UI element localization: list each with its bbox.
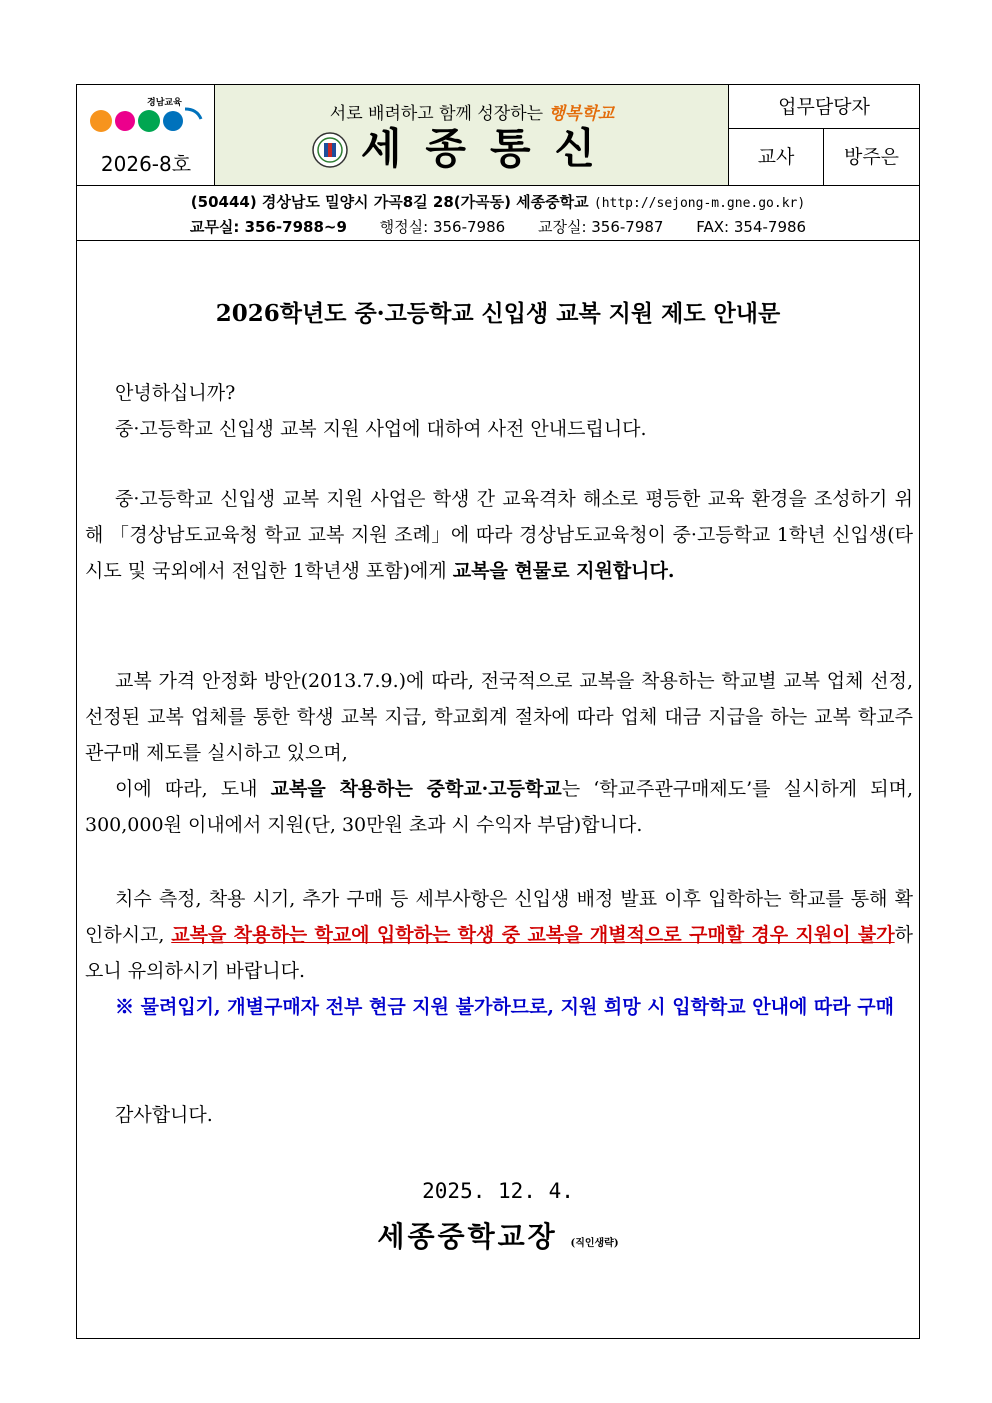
contact-line [77, 216, 919, 237]
school-address-bar [77, 186, 919, 241]
warning-text: 교복을 착용하는 학교에 입학하는 학생 중 교복을 개별적으로 구매할 경우 지원이 불가 [171, 924, 895, 946]
seal-note: (직인생략) [570, 1238, 619, 1249]
greeting-line-2: 중·고등학교 신입생 교복 지원 사업에 대하여 사전 안내드립니다. [115, 418, 647, 440]
signer: 세종중학교장 (직인생략) [377, 1220, 619, 1253]
document-title: 2026학년도 중·고등학교 신입생 교복 지원 제도 안내문 [215, 300, 781, 327]
address-line: (50444) 경상남도 밀양시 가곡8길 28(가곡동) 세종중학교 (http://sejong-m.gne.go.kr) [190, 193, 806, 211]
newsletter-header [77, 85, 919, 186]
newsletter-title: 세종통신 [360, 124, 620, 173]
closing-line: 감사합니다. [115, 1104, 213, 1126]
motto-highlight: 행복학교 [548, 104, 615, 124]
logo-caption: 경남교육 [147, 98, 182, 108]
contact-admin: 행정실: 356-7986 [379, 218, 506, 236]
staff-label: 업무담당자 [729, 85, 919, 129]
greeting-line-1: 안녕하십니까? [115, 382, 236, 404]
contact-principal: 교장실: 356-7987 [537, 218, 664, 236]
title-cell [215, 85, 729, 185]
note-no-cash: ※ 물려입기, 개별구매자 전부 현금 지원 불가하므로, 지원 희망 시 입학학교 안내에 따라 구매 [115, 996, 894, 1018]
uniform-schools-emphasis: 교복을 착용하는 중학교·고등학교 [270, 778, 562, 800]
paragraph-details: 치수 측정, 착용 시기, 추가 구매 등 세부사항은 신입생 배정 발표 이후 입학하는 학교를 통해 확인하시고, 교복을 착용하는 학교에 입학하는 학생 중 교복을 개별적으로 구매할 경우 지원이 불가하오니 유의하시기 바랍니다. [85, 888, 913, 982]
school-url[interactable]: (http://sejong-m.gne.go.kr) [593, 196, 806, 211]
support-emphasis: 교복을 현물로 지원합니다. [452, 560, 675, 582]
document-frame [76, 84, 920, 1339]
contact-fax: FAX: 354-7986 [696, 218, 807, 236]
logo-cell [77, 85, 215, 185]
paragraph-school-purchase: 이에 따라, 도내 교복을 착용하는 중학교·고등학교는 ‘학교주관구매제도’를 실시하게 되며, 300,000원 이내에서 지원(단, 30만원 초과 시 수익자 부담)합니다. [85, 778, 913, 836]
document-date: 2025. 12. 4. [422, 1179, 574, 1203]
aijoa-logo-icon [87, 101, 207, 135]
paragraph-support-intro: 중·고등학교 신입생 교복 지원 사업은 학생 간 교육격차 해소로 평등한 교육 환경을 조성하기 위해 「경상남도교육청 학교 교복 지원 조례」에 따라 경상남도교육청이 중·고등학교 1학년 신입생(타 시도 및 국외에서 전입한 1학년생 포함)에게 교복을 현물로 지원합니다. [85, 488, 913, 582]
staff-name: 방주은 [843, 146, 900, 168]
contact-office: 교무실: 356-7988~9 [189, 218, 347, 236]
staff-role: 교사 [729, 129, 824, 185]
school-motto: 서로 배려하고 함께 성장하는 행복학교 [329, 104, 615, 124]
paragraph-price-policy: 교복 가격 안정화 방안(2013.7.9.)에 따라, 전국적으로 교복을 착용하는 학교별 교복 업체 선정, 선정된 교복 업체를 통한 학생 교복 지급, 학교회계 절차에 따라 업체 대금 지급을 하는 교복 학교주관구매 제도를 실시하고 있으며, [85, 670, 913, 764]
issue-number: 2026-8호 [100, 152, 192, 176]
